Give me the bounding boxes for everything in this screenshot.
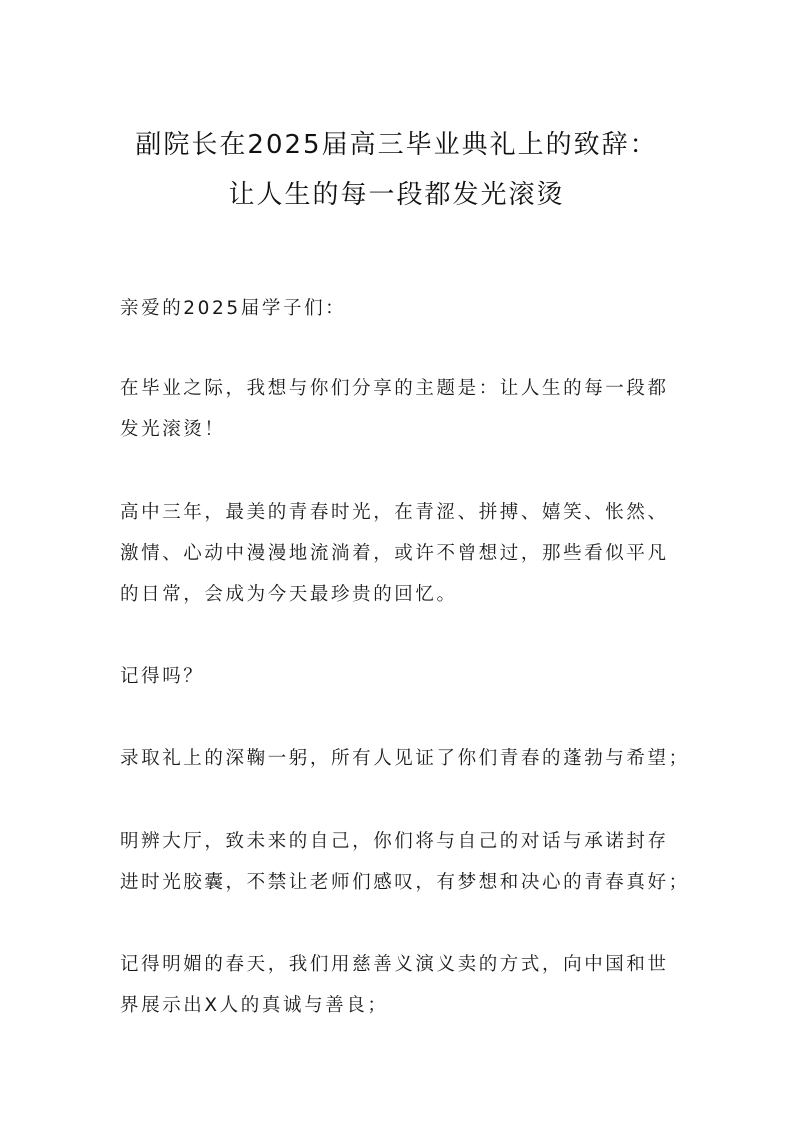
- paragraph-line: 的日常，会成为今天最珍贵的回忆。: [120, 584, 458, 605]
- paragraph-line: 亲爱的2025届学子们：: [120, 298, 347, 319]
- paragraph-remember: [120, 656, 680, 697]
- document-title-line-1: 副院长在2025届高三毕业典礼上的致辞：: [135, 130, 658, 160]
- paragraph-line: 录取礼上的深鞠一躬，所有人见证了你们青春的蓬勃与希望；: [120, 748, 690, 769]
- paragraph-time-capsule: [120, 821, 690, 903]
- paragraph-line: 进时光胶囊，不禁让老师们感叹，有梦想和决心的青春真好；: [120, 872, 690, 893]
- paragraph-theme: [120, 368, 680, 450]
- paragraph-line: 记得明媚的春天，我们用慈善义演义卖的方式，向中国和世: [120, 954, 669, 975]
- paragraph-line: 明辨大厅，致未来的自己，你们将与自己的对话与承诺封存: [120, 831, 669, 852]
- paragraph-line: 在毕业之际，我想与你们分享的主题是：让人生的每一段都: [120, 378, 669, 399]
- paragraph-greeting: [120, 288, 680, 329]
- paragraph-charity-spring: [120, 944, 680, 1026]
- document-title-line-2: 让人生的每一段都发光滚烫: [228, 180, 565, 210]
- paragraph-admission-ceremony: [120, 738, 690, 779]
- paragraph-line: 激情、心动中漫漫地流淌着，或许不曾想过，那些看似平凡: [120, 543, 669, 564]
- paragraph-high-school-years: [120, 492, 680, 615]
- paragraph-line: 发光滚烫！: [120, 419, 226, 440]
- paragraph-line: 高中三年，最美的青春时光，在青涩、拼搏、嬉笑、怅然、: [120, 502, 669, 523]
- paragraph-line: 界展示出X人的真诚与善良；: [120, 995, 389, 1016]
- paragraph-line: 记得吗？: [120, 666, 205, 687]
